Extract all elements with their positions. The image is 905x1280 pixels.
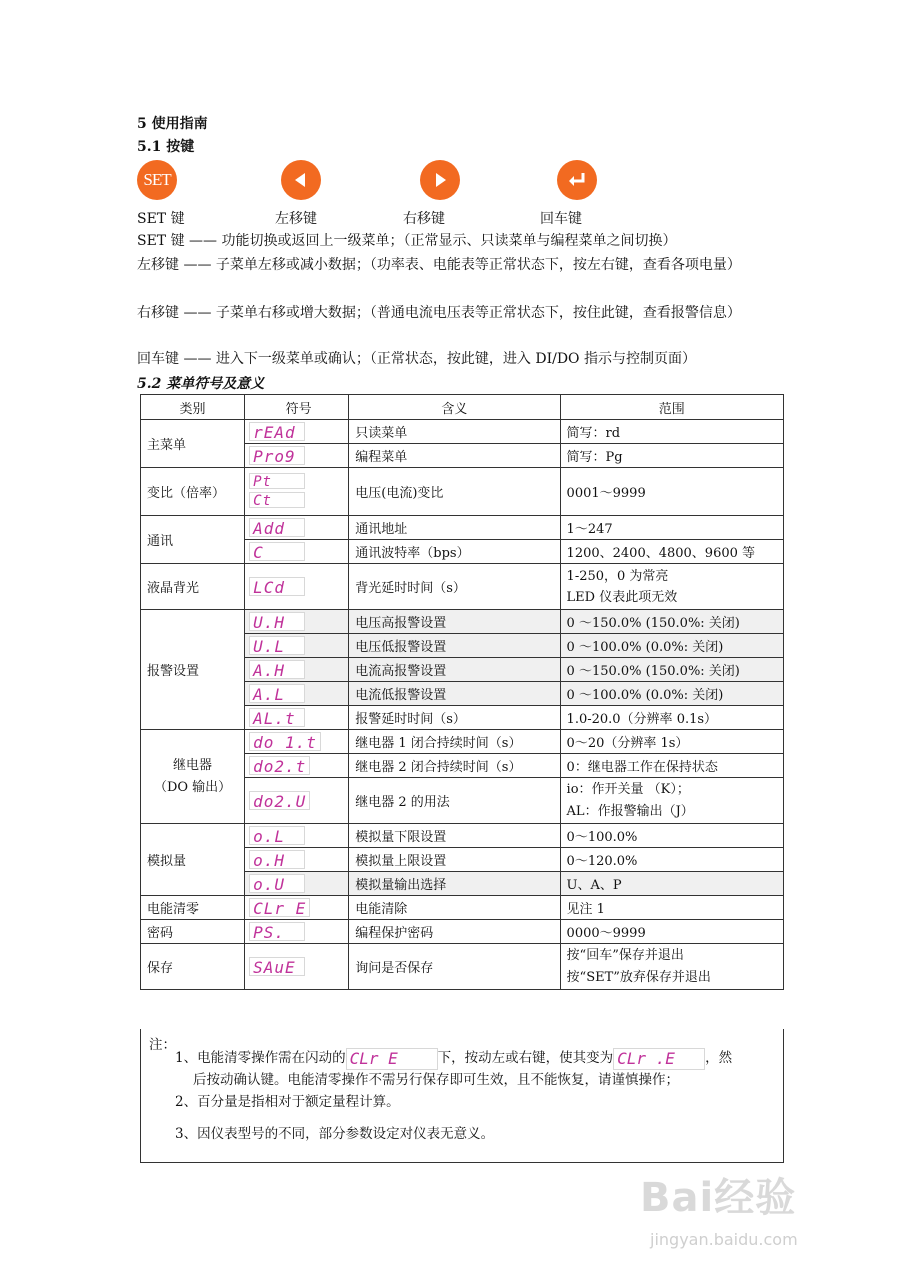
segment-symbol: A.L xyxy=(249,684,305,703)
segment-symbol: o.U xyxy=(249,874,305,893)
table-header-row xyxy=(141,395,784,420)
range-cell: 1-250，0 为常亮 xyxy=(566,568,669,584)
watermark-brand: Bai经验 xyxy=(640,1175,797,1221)
range-cell: 1200、2400、4800、9600 等 xyxy=(560,540,783,564)
table-row xyxy=(141,564,784,610)
meaning-cell: 模拟量下限设置 xyxy=(349,824,560,848)
category-cell: 电能清零 xyxy=(141,896,245,920)
key-label-enter: 回车键 xyxy=(540,211,582,227)
segment-symbol: CLr E xyxy=(249,898,310,917)
range-cell: 0～20（分辨率 1s） xyxy=(560,730,783,754)
segment-symbol: PS. xyxy=(249,922,305,941)
range-cell: io：作开关量 （K）； xyxy=(566,781,690,797)
segment-symbol: Ct xyxy=(249,492,305,508)
table-row xyxy=(141,896,784,920)
segment-symbol: Add xyxy=(249,518,305,537)
category-cell: 模拟量 xyxy=(141,824,245,896)
segment-symbol: AL.t xyxy=(249,708,305,727)
category-cell: 继电器 （DO 输出） xyxy=(141,730,245,824)
subsection-menu-heading: 5.2 菜单符号及意义 xyxy=(137,376,265,392)
category-cell: 变比（倍率） xyxy=(141,468,245,516)
range-cell: 0～120.0% xyxy=(560,848,783,872)
key-label-set: SET 键 xyxy=(137,211,185,227)
range-cell-line2: AL：作报警输出（J） xyxy=(566,803,694,819)
table-row xyxy=(141,944,784,990)
key-icons-row xyxy=(137,160,787,202)
note-3: 3、因仪表型号的不同，部分参数设定对仪表无意义。 xyxy=(175,1126,495,1142)
segment-symbol: LCd xyxy=(249,577,305,596)
desc-set: SET 键 —— 功能切换或返回上一级菜单；（正常显示、只读菜单与编程菜单之间切换） xyxy=(137,233,677,249)
meaning-cell: 继电器 1 闭合持续时间（s） xyxy=(349,730,560,754)
desc-enter: 回车键 —— 进入下一级菜单或确认；（正常状态，按此键，进入 DI/DO 指示与控制页面） xyxy=(137,351,696,367)
table-row xyxy=(141,920,784,944)
range-cell: 按“回车”保存并退出 xyxy=(566,947,684,963)
segment-symbol: SAuE xyxy=(249,957,305,976)
section-heading: 5 使用指南 xyxy=(137,116,208,132)
range-cell: 0000～9999 xyxy=(560,920,783,944)
watermark-url: jingyan.baidu.com xyxy=(650,1230,798,1249)
table-row xyxy=(141,516,784,540)
segment-symbol: do2.U xyxy=(249,791,310,810)
meaning-cell: 电流高报警设置 xyxy=(349,658,560,682)
range-cell: 0 ～150.0% (150.0%: 关闭) xyxy=(560,610,783,634)
meaning-cell: 电流低报警设置 xyxy=(349,682,560,706)
header-symbol: 符号 xyxy=(245,395,349,420)
table-row xyxy=(141,730,784,754)
segment-symbol: Pt xyxy=(249,473,305,489)
meaning-cell: 背光延时时间（s） xyxy=(349,564,560,610)
segment-symbol: U.H xyxy=(249,612,305,631)
menu-symbol-table xyxy=(140,394,784,990)
range-cell: 简写：Pg xyxy=(560,444,783,468)
range-cell-line2: LED 仪表此项无效 xyxy=(566,589,678,605)
range-cell: 0 ～100.0% (0.0%: 关闭) xyxy=(560,634,783,658)
meaning-cell: 通讯地址 xyxy=(349,516,560,540)
subsection-keys-heading: 5.1 按键 xyxy=(137,139,195,155)
range-cell: 0 ～150.0% (150.0%: 关闭) xyxy=(560,658,783,682)
range-cell: 0：继电器工作在保持状态 xyxy=(560,754,783,778)
segment-symbol: CLr E xyxy=(346,1048,438,1070)
meaning-cell: 询问是否保存 xyxy=(349,944,560,990)
baidu-watermark xyxy=(640,1148,860,1258)
meaning-cell: 电压高报警设置 xyxy=(349,610,560,634)
meaning-cell: 只读菜单 xyxy=(349,420,560,444)
category-cell: 通讯 xyxy=(141,516,245,564)
segment-symbol: o.L xyxy=(249,826,305,845)
meaning-cell: 电压低报警设置 xyxy=(349,634,560,658)
meaning-cell: 继电器 2 闭合持续时间（s） xyxy=(349,754,560,778)
range-cell: 简写：rd xyxy=(560,420,783,444)
category-cell: 报警设置 xyxy=(141,610,245,730)
segment-symbol: o.H xyxy=(249,850,305,869)
header-range: 范围 xyxy=(560,395,783,420)
header-category: 类别 xyxy=(141,395,245,420)
right-key-icon xyxy=(420,160,460,200)
table-row xyxy=(141,824,784,848)
left-key-icon xyxy=(281,160,321,200)
notes-box xyxy=(140,1029,784,1163)
key-labels xyxy=(137,208,787,228)
enter-key-icon xyxy=(557,160,597,200)
range-cell: 0 ～100.0% (0.0%: 关闭) xyxy=(560,682,783,706)
segment-symbol: A.H xyxy=(249,660,305,679)
meaning-cell: 编程菜单 xyxy=(349,444,560,468)
segment-symbol: C xyxy=(249,542,305,561)
key-label-right: 右移键 xyxy=(403,211,445,227)
note-1: 1、电能清零操作需在闪动的 CLr E 下，按动左或右键，使其变为 CLr .E ，然 xyxy=(175,1048,733,1068)
meaning-cell: 电能清除 xyxy=(349,896,560,920)
table-row xyxy=(141,610,784,634)
header-meaning: 含义 xyxy=(349,395,560,420)
range-cell: 0001～9999 xyxy=(560,468,783,516)
category-cell: 保存 xyxy=(141,944,245,990)
range-cell: 1.0-20.0（分辨率 0.1s） xyxy=(560,706,783,730)
segment-symbol: CLr .E xyxy=(613,1048,705,1070)
note-2: 2、百分量是指相对于额定量程计算。 xyxy=(175,1094,400,1110)
range-cell: 见注 1 xyxy=(560,896,783,920)
note-1-cont: 后按动确认键。电能清零操作不需另行保存即可生效，且不能恢复，请谨慎操作； xyxy=(193,1072,679,1088)
meaning-cell: 继电器 2 的用法 xyxy=(349,778,560,824)
category-cell: 密码 xyxy=(141,920,245,944)
table-row xyxy=(141,468,784,516)
desc-right: 右移键 —— 子菜单右移或增大数据；（普通电流电压表等正常状态下，按住此键，查看报警信息） xyxy=(137,305,741,321)
table-row xyxy=(141,420,784,444)
segment-symbol: do 1.t xyxy=(249,732,321,751)
segment-symbol: Pro9 xyxy=(249,446,305,465)
meaning-cell: 模拟量上限设置 xyxy=(349,848,560,872)
range-cell: U、A、P xyxy=(560,872,783,896)
range-cell: 0～100.0% xyxy=(560,824,783,848)
segment-symbol: do2.t xyxy=(249,756,310,775)
category-cell: 主菜单 xyxy=(141,420,245,468)
set-key-icon: SET xyxy=(137,160,177,200)
segment-symbol: rEAd xyxy=(249,422,305,441)
key-label-left: 左移键 xyxy=(275,211,317,227)
category-cell: 液晶背光 xyxy=(141,564,245,610)
range-cell: 1～247 xyxy=(560,516,783,540)
notes-title: 注： xyxy=(149,1037,176,1053)
meaning-cell: 编程保护密码 xyxy=(349,920,560,944)
meaning-cell: 电压(电流)变比 xyxy=(349,468,560,516)
meaning-cell: 模拟量输出选择 xyxy=(349,872,560,896)
segment-symbol: U.L xyxy=(249,636,305,655)
desc-left: 左移键 —— 子菜单左移或减小数据；（功率表、电能表等正常状态下，按左右键，查看各项电量） xyxy=(137,257,741,273)
range-cell-line2: 按“SET”放弃保存并退出 xyxy=(566,969,711,985)
meaning-cell: 报警延时时间（s） xyxy=(349,706,560,730)
meaning-cell: 通讯波特率（bps） xyxy=(349,540,560,564)
